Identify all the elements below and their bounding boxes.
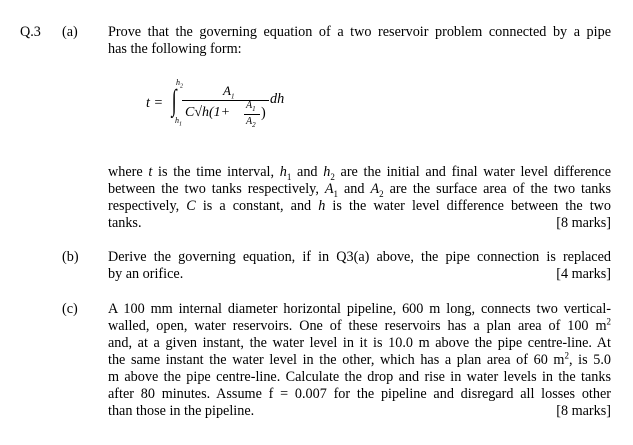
part-b-marks: [4 marks] (556, 266, 611, 282)
lower-limit: $h_1$ (175, 116, 182, 128)
text-segment: are the initial and final water level difference (334, 164, 611, 180)
text-segment: h (323, 164, 331, 180)
text-segment: A (324, 181, 334, 197)
text-segment: where (108, 164, 149, 180)
text-segment: A 100 mm internal diameter horizontal pipeline, 600 m long, connects two vertical- (108, 301, 611, 317)
text-segment: 2 (379, 188, 384, 199)
text-segment: A (370, 181, 380, 197)
text-line (108, 301, 611, 318)
inner-fraction-bar (244, 114, 260, 115)
eq-lhs: t = (146, 95, 164, 111)
text-segment: is a constant, and (195, 198, 319, 214)
text-line (108, 403, 611, 420)
text-segment: 2 (330, 171, 335, 182)
text-segment: than those in the pipeline. (108, 403, 255, 419)
text-segment: 1 (333, 188, 339, 199)
text-segment: 2 (606, 316, 611, 327)
text-line (108, 164, 611, 181)
text-segment: walled, open, water reservoirs. One of these reservoirs has a plan area of 100 m (108, 318, 607, 334)
text-segment: respectively, (108, 198, 187, 214)
dh: dh (270, 91, 285, 107)
text-segment: C (186, 198, 196, 214)
part-a-marks: [8 marks] (556, 215, 611, 231)
text-line (108, 369, 611, 386)
text-line (108, 215, 611, 232)
text-segment: h (318, 198, 326, 214)
text-segment: by an orifice. (108, 266, 184, 282)
text-segment: tanks. (108, 215, 142, 231)
text-segment: Derive the governing equation, if in Q3(a) above, the pipe connection is replaced (108, 249, 611, 265)
text-segment: between the two tanks respectively, (108, 181, 325, 197)
part-a-label: (a) (62, 24, 78, 40)
part-c-label: (c) (62, 301, 78, 317)
text-line (108, 266, 611, 283)
text-segment: after 80 minutes. Assume f = 0.007 for the pipeline and disregard all losses other (108, 386, 611, 402)
text-segment: and (291, 164, 324, 180)
text-segment: are the surface area of the two tanks (383, 181, 611, 197)
inner-numerator: $A_1$ (246, 100, 256, 113)
text-segment: the same instant the water level in the other, which has a plan area of 60 m (108, 352, 565, 368)
text-segment: is the time interval, (152, 164, 280, 180)
numerator: $A_1$ (223, 83, 235, 101)
text-line (108, 24, 611, 41)
text-line (108, 41, 611, 58)
text-segment: and (338, 181, 371, 197)
upper-limit: $h_2$ (176, 78, 183, 90)
text-segment: and, at a given instant, the water level in it is 10.0 m above the pipe centre-line. At (108, 335, 611, 351)
text-segment: 1 (286, 171, 292, 182)
part-b-label: (b) (62, 249, 79, 265)
text-line (108, 181, 611, 198)
integral-sign: ∫ (171, 84, 177, 117)
denominator-close: ) (261, 105, 266, 121)
inner-denominator: $A_2$ (246, 116, 256, 129)
text-segment: t (148, 164, 153, 180)
text-line (108, 335, 611, 352)
text-segment: Prove that the governing equation of a two reservoir problem connected by a pipe (108, 24, 611, 40)
text-segment: h (279, 164, 287, 180)
question-number: Q.3 (20, 24, 41, 40)
governing-equation (140, 78, 300, 148)
text-line (108, 352, 611, 369)
text-line (108, 318, 611, 335)
text-segment: has the following form: (108, 41, 242, 57)
part-c-marks: [8 marks] (556, 403, 611, 419)
text-segment: , is 5.0 (568, 352, 611, 368)
text-segment: m above the pipe centre-line. Calculate the drop and rise in water levels in the tanks (108, 369, 611, 385)
text-segment: is the water level difference between the two (325, 198, 611, 214)
fraction-bar (182, 100, 269, 101)
text-line (108, 198, 611, 215)
text-segment: 2 (564, 350, 569, 361)
text-line (108, 386, 611, 403)
denominator: C√h(1+ (185, 105, 231, 120)
text-line (108, 249, 611, 266)
